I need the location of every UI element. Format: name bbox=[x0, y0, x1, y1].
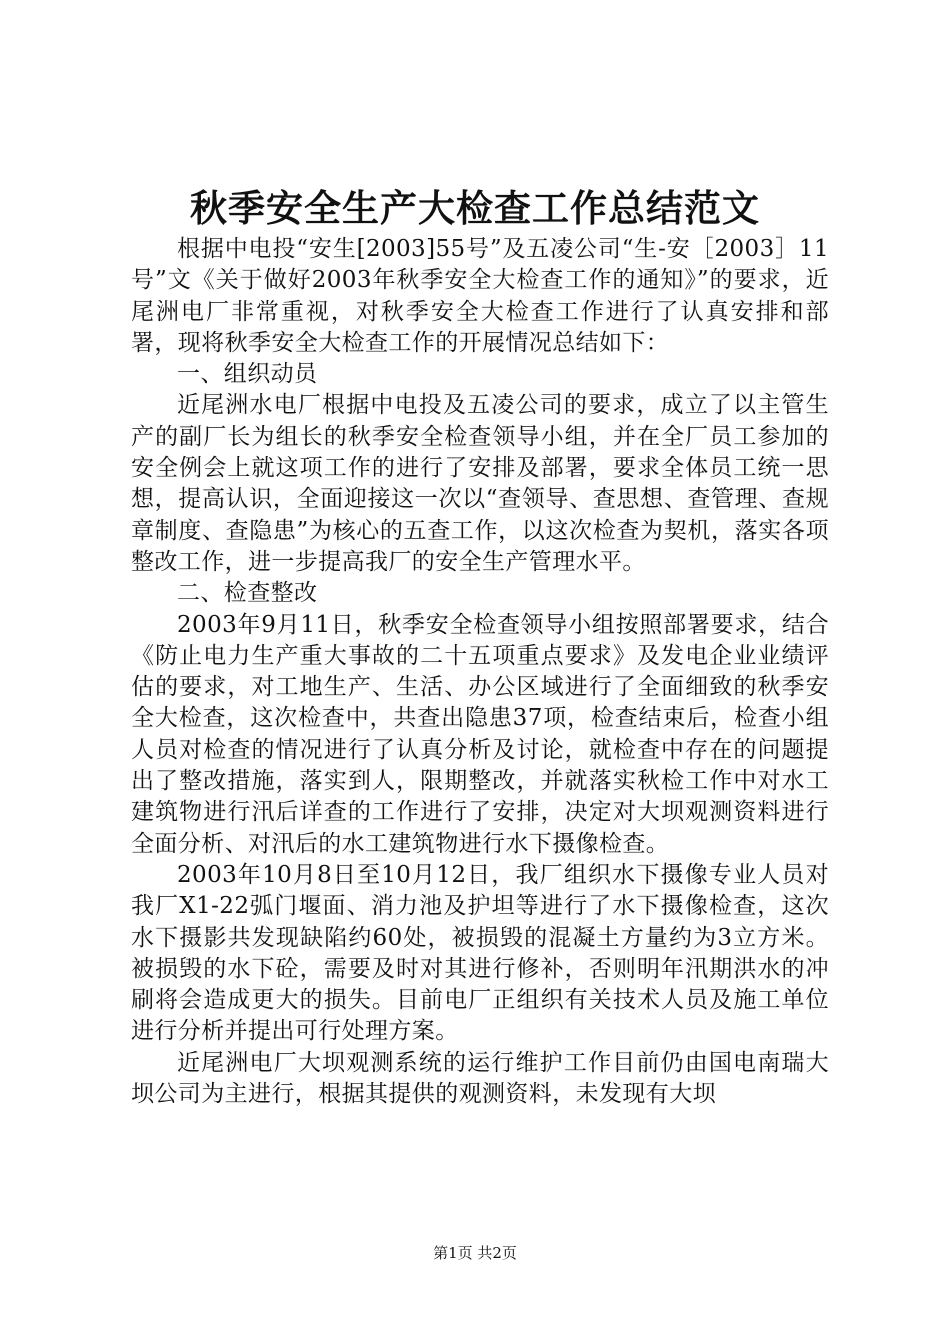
paragraph-organization: 近尾洲水电厂根据中电投及五凌公司的要求，成立了以主管生产的副厂长为组长的秋季安全检查领导小组，并在全厂员工参加的安全例会上就这项工作的进行了安排及部署，要求全体员工统一思想，提高认识，全面迎接这一次以“查领导、查思想、查管理、查规章制度、查隐患”为核心的五查工作，以这次检查为契机，落实各项整改工作，进一步提高我厂的安全生产管理水平。 bbox=[131, 392, 829, 575]
section-heading-2: 二、检查整改 bbox=[177, 580, 318, 607]
document-body bbox=[131, 234, 829, 1110]
document-title: 秋季安全生产大检查工作总结范文 bbox=[190, 186, 760, 230]
page-footer: 第1页 共2页 bbox=[433, 1244, 517, 1262]
paragraph-dam-monitoring: 近尾洲电厂大坝观测系统的运行维护工作目前仍由国电南瑞大坝公司为主进行，根据其提供的观测资料，未发现有大坝 bbox=[131, 1049, 829, 1108]
paragraph-intro: 根据中电投“安生[2003]55号”及五凌公司“生-安［2003］11号”文《关于做好2003年秋季安全大检查工作的通知》”的要求，近尾洲电厂非常重视，对秋季安全大检查工作进行了认真安排和部署，现将秋季安全大检查工作的开展情况总结如下： bbox=[131, 236, 829, 356]
paragraph-inspection: 2003年9月11日，秋季安全检查领导小组按照部署要求，结合《防止电力生产重大事故的二十五项重点要求》及发电企业业绩评估的要求，对工地生产、生活、办公区域进行了全面细致的秋季安全大检查，这次检查中，共查出隐患37项，检查结束后，检查小组人员对检查的情况进行了认真分析及讨论，就检查中存在的问题提出了整改措施，落实到人，限期整改，并就落实秋检工作中对水工建筑物进行汛后详查的工作进行了安排，决定对大坝观测资料进行全面分析、对汛后的水工建筑物进行水下摄像检查。 bbox=[131, 611, 829, 857]
paragraph-underwater-camera: 2003年10月8日至10月12日，我厂组织水下摄像专业人员对我厂X1-22弧门堰面、消力池及护坦等进行了水下摄像检查，这次水下摄影共发现缺陷约60处，被损毁的混凝土方量约为3立方米。被损毁的水下砼，需要及时对其进行修补，否则明年汛期洪水的冲刷将会造成更大的损失。目前电厂正组织有关技术人员及施工单位进行分析并提出可行处理方案。 bbox=[131, 861, 829, 1045]
section-heading-1: 一、组织动员 bbox=[177, 361, 318, 388]
